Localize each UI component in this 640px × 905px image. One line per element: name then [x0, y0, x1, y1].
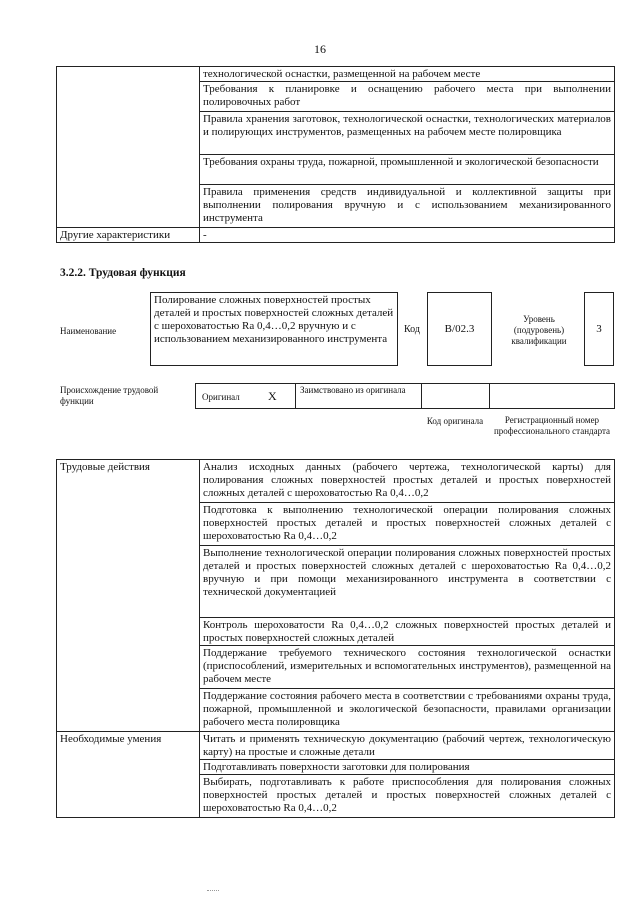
table-cell: Требования к планировке и оснащению рабочего места при выполнении полировочных работ: [200, 82, 615, 112]
table-row: [57, 228, 615, 243]
table-row: [57, 460, 615, 503]
table-row: [57, 732, 615, 760]
borrowed-label: Заимствовано из оригинала: [300, 385, 406, 395]
original-label: Оригинал: [202, 392, 240, 402]
table-row: [57, 67, 615, 82]
origin-label: Происхождение трудовой функции: [60, 385, 159, 406]
table-cell: Выбирать, подготавливать к работе приспособления для полирования сложных поверхностей простых деталей и простых поверхностей сложных деталей с шероховатостью Ra 0,4…0,2: [200, 775, 615, 818]
origin-row: [195, 383, 615, 409]
function-name-value: Полирование сложных поверхностей простых деталей и простых поверхностей сложных деталей с шероховатостью Ra 0,4…0,2 вручную и с использованием механизированного инструмента: [154, 294, 394, 345]
code-value: B/02.3: [444, 323, 475, 335]
function-name-box: [150, 292, 398, 366]
table-cell: Правила применения средств индивидуальной и коллективной защиты при выполнении полирования вручную и с использованием механизированного инструмента: [200, 185, 615, 228]
table-cell: Контроль шероховатости Ra 0,4…0,2 сложных поверхностей простых деталей и простых поверхностей сложных деталей: [200, 618, 615, 646]
table-cell: Правила хранения заготовок, технологической оснастки, технологических материалов и полирующих инструментов, размещенных на рабочем месте полировщика: [200, 112, 615, 155]
table-cell: Поддержание состояния рабочего места в соответствии с требованиями охраны труда, пожарной, промышленной и экологической безопасности, правилами организации рабочего места полировщика: [200, 689, 615, 732]
reg-caption: Регистрационный номер профессионального стандарта: [493, 415, 611, 436]
code-value-box: [427, 292, 492, 366]
skills-label: Необходимые умения: [57, 732, 200, 818]
level-value-box: [584, 292, 614, 366]
code-caption: Код оригинала: [426, 415, 484, 426]
divider: [295, 384, 296, 408]
table-cell: Поддержание требуемого технического состояния технологической оснастки (приспособлений, измерительных и вспомогательных инструментов), размещенной на рабочем месте: [200, 646, 615, 689]
table-cell: Подготовка к выполнению технологической операции полирования сложных поверхностей простых деталей и простых поверхностей сложных деталей с шероховатостью Ra 0,4…0,2: [200, 503, 615, 546]
table-cell: технологической оснастки, размещенной на рабочем месте: [200, 67, 615, 82]
divider: [421, 384, 422, 408]
table-cell: Анализ исходных данных (рабочего чертежа, технологической карты) для полирования сложных поверхностей простых деталей и простых поверхностей сложных деталей с шероховатостью Ra 0,4…0,2: [200, 460, 615, 503]
section-title: 3.2.2. Трудовая функция: [60, 267, 186, 279]
other-characteristics-label: Другие характеристики: [57, 228, 200, 243]
footer-mark: [207, 890, 219, 891]
level-label: Уровень (подуровень) квалификации: [511, 313, 567, 346]
table-cell: Читать и применять техническую документацию (рабочий чертеж, технологическую карту) на простые и сложные детали: [200, 732, 615, 760]
table-cell: Требования охраны труда, пожарной, промышленной и экологической безопасности: [200, 155, 615, 185]
code-label: Код: [404, 324, 420, 335]
name-label: Наименование: [60, 326, 117, 336]
page-number: 16: [314, 42, 326, 56]
other-characteristics-value: -: [200, 228, 615, 243]
table-cell-empty: [57, 67, 200, 228]
divider: [489, 384, 490, 408]
labor-function-table: [56, 459, 615, 818]
level-value: 3: [596, 323, 602, 335]
table-cell: Подготавливать поверхности заготовки для полирования: [200, 760, 615, 775]
table-cell: Выполнение технологической операции полирования сложных поверхностей простых деталей и простых поверхностей сложных деталей с шероховатостью Ra 0,4…0,2 вручную и при помощи механизированного инструмента в соответствии с технической документацией: [200, 546, 615, 618]
knowledge-table: [56, 66, 615, 243]
original-mark: X: [268, 389, 277, 403]
actions-label: Трудовые действия: [57, 460, 200, 732]
